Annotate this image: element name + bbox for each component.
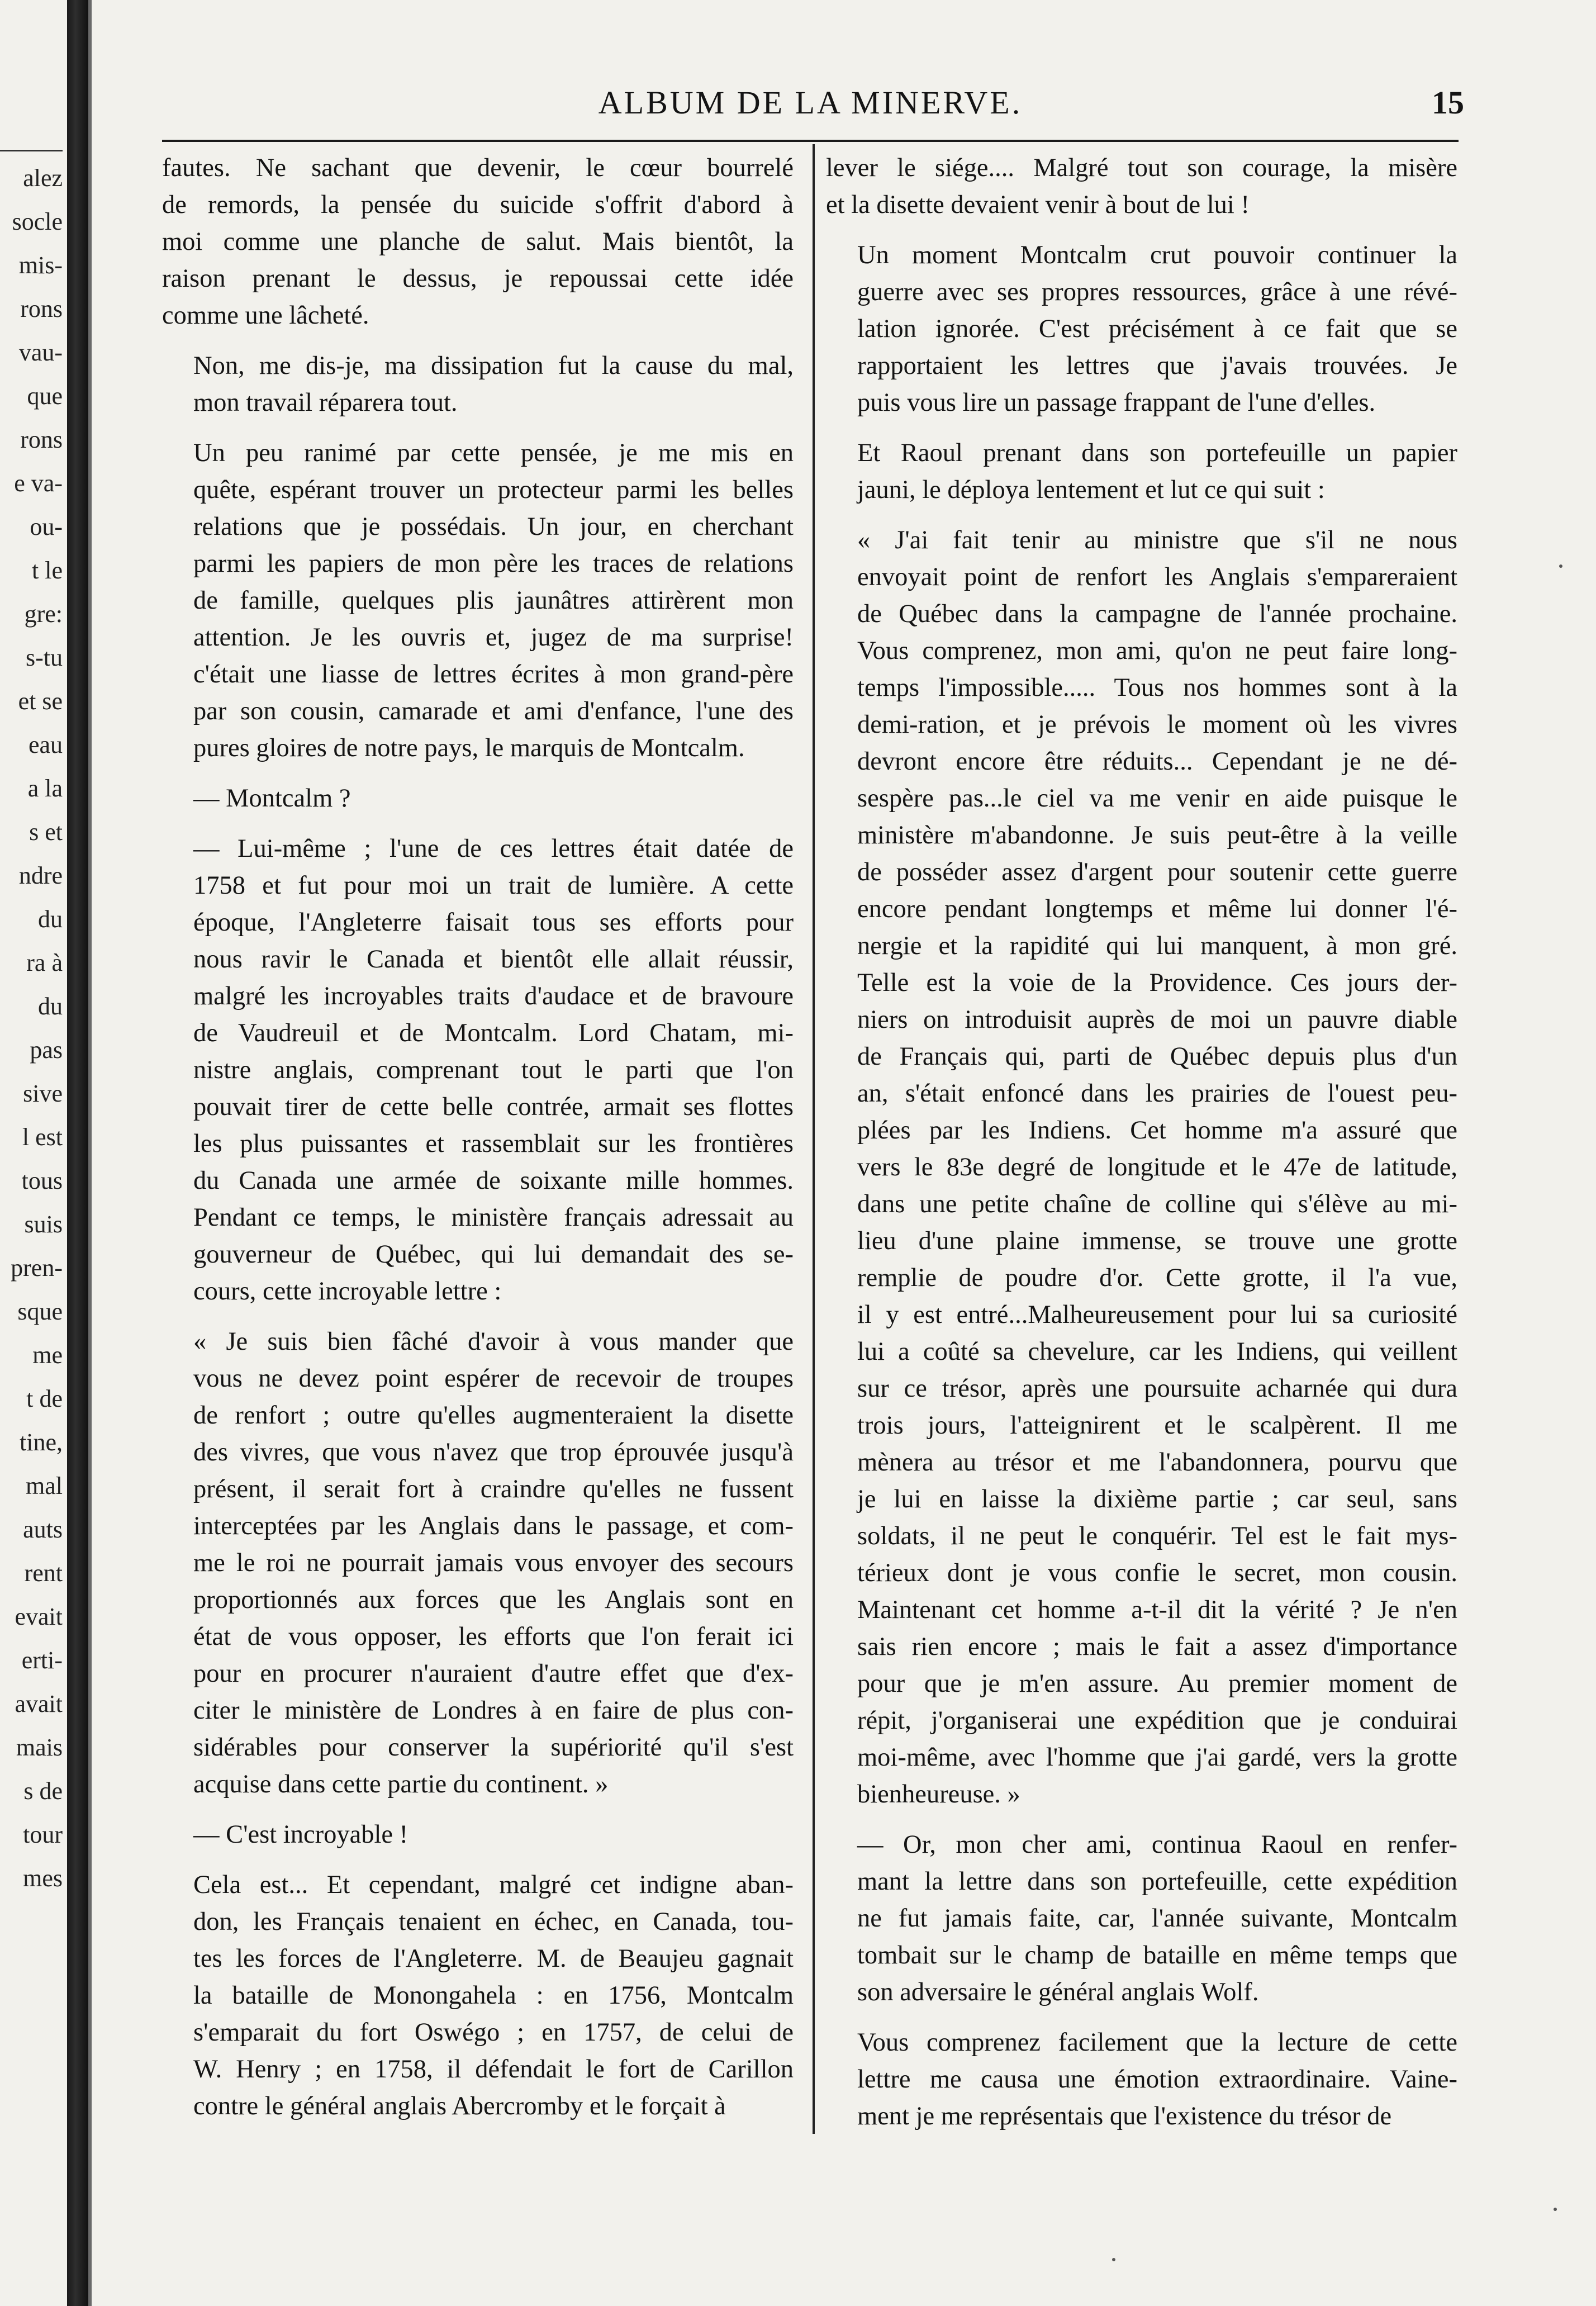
adjacent-page-fragment: ou- — [30, 513, 63, 540]
text-line: dans une petite chaîne de colline qui s'élève au mi- — [857, 1190, 1457, 1218]
running-header — [162, 84, 1464, 134]
paragraph — [162, 1323, 794, 1803]
text-line: de Français qui, parti de Québec depuis plus d'un — [857, 1042, 1457, 1071]
paragraph — [162, 780, 794, 817]
text-line: 1758 et fut pour moi un trait de lumière. A cette — [193, 871, 794, 900]
text-line: la bataille de Monongahela : en 1756, Montcalm — [193, 1981, 794, 2010]
adjacent-page-fragment: l est — [22, 1123, 63, 1151]
text-line: plées par les Indiens. Cet homme m'a assuré que — [857, 1116, 1457, 1145]
column-divider — [813, 144, 815, 2134]
paragraph — [826, 435, 1457, 509]
paragraph — [826, 150, 1457, 224]
text-line: comme une lâcheté. — [162, 301, 369, 330]
paragraph — [826, 237, 1457, 421]
book-spine-shadow — [67, 0, 88, 2306]
adjacent-page-fragment: evait — [15, 1603, 63, 1630]
text-line: mant la lettre dans son portefeuille, cette expédition — [857, 1867, 1457, 1896]
text-line: interceptées par les Anglais dans le passage, et com- — [193, 1512, 794, 1540]
adjacent-page-fragment: auts — [23, 1516, 63, 1543]
text-line: sidérables pour conserver la supériorité qu'il s'est — [193, 1733, 794, 1762]
text-line: malgré les incroyables traits d'audace et de bravoure — [193, 982, 794, 1010]
text-line: Non, me dis-je, ma dissipation fut la cause du mal, — [193, 352, 794, 380]
text-line: envoyait point de renfort les Anglais s'empareraient — [857, 563, 1457, 591]
text-line: vous ne devez point espérer de recevoir de troupes — [193, 1364, 794, 1393]
text-line: ministère m'abandonne. Je suis peut-être à la veille — [857, 821, 1457, 850]
text-line: gouverneur de Québec, qui lui demandait des se- — [193, 1240, 794, 1269]
text-line: de posséder assez d'argent pour soutenir cette guerre — [857, 858, 1457, 886]
text-line: lieu d'une plaine immense, se trouve une grotte — [857, 1227, 1457, 1255]
text-line: proportionnés aux forces que les Anglais sont en — [193, 1586, 794, 1614]
text-line: don, les Français tenaient en échec, en Canada, tou- — [193, 1908, 794, 1936]
text-line: de famille, quelques plis jaunâtres attirèrent mon — [193, 586, 794, 615]
text-line: trois jours, l'atteignirent et le scalpèrent. Il me — [857, 1411, 1457, 1440]
text-line: par son cousin, camarade et ami d'enfance, l'une des — [193, 697, 794, 725]
paragraph — [826, 2024, 1457, 2135]
text-line: — Lui-même ; l'une de ces lettres était datée de — [193, 834, 794, 863]
text-line: moi comme une planche de salut. Mais bientôt, la — [162, 227, 794, 256]
text-line: bienheureuse. » — [857, 1780, 1020, 1809]
text-line: moi-même, avec l'homme que j'ai gardé, vers la grotte — [857, 1743, 1457, 1772]
text-line: s'emparait du fort Oswégo ; en 1757, de celui de — [193, 2018, 794, 2047]
text-line: encore pendant longtemps et même lui donner l'é- — [857, 895, 1457, 923]
text-line: puis vous lire un passage frappant de l'une d'elles. — [857, 388, 1376, 417]
adjacent-page-fragment: tous — [21, 1167, 63, 1194]
paragraph — [162, 1816, 794, 1853]
text-line: soldats, il ne peut le conquérir. Tel est le fait mys- — [857, 1522, 1457, 1550]
adjacent-page-fragment: mais — [16, 1734, 63, 1761]
adjacent-page-fragment: s et — [29, 818, 63, 846]
text-line: rapportaient les lettres que j'avais trouvées. Je — [857, 352, 1457, 380]
paper-speck — [1559, 564, 1562, 568]
text-line: Un moment Montcalm crut pouvoir continuer la — [857, 241, 1457, 269]
paragraph — [162, 150, 794, 334]
text-line: relations que je possédais. Un jour, en cherchant — [193, 513, 794, 541]
page-number: 15 — [1432, 84, 1464, 121]
paragraph — [826, 1826, 1457, 2011]
text-line: c'était une liasse de lettres écrites à mon grand-père — [193, 660, 794, 689]
header-rule — [162, 140, 1459, 142]
text-line: — Or, mon cher ami, continua Raoul en renfer- — [857, 1830, 1457, 1859]
adjacent-page-fragment: gre: — [24, 600, 63, 628]
text-line: sespère pas...le ciel va me venir en aide puisque le — [857, 784, 1457, 813]
text-line: « J'ai fait tenir au ministre que s'il ne nous — [857, 526, 1457, 554]
paper-speck — [1112, 2258, 1115, 2261]
left-column — [162, 150, 794, 2125]
adjacent-page-fragment: pas — [30, 1036, 63, 1064]
paragraph — [826, 522, 1457, 1813]
adjacent-page-fragment: ra à — [26, 949, 63, 976]
paragraph — [162, 1867, 794, 2125]
adjacent-page-fragment: du — [38, 993, 63, 1020]
adjacent-page-fragment: du — [38, 905, 63, 933]
text-line: — C'est incroyable ! — [193, 1820, 408, 1849]
text-line: de Vaudreuil et de Montcalm. Lord Chatam, mi- — [193, 1019, 794, 1047]
text-line: Et Raoul prenant dans son portefeuille un papier — [857, 439, 1457, 467]
text-line: je lui en laisse la dixième partie ; car seul, sans — [857, 1485, 1457, 1513]
text-line: temps l'impossible..... Tous nos hommes sont à la — [857, 673, 1457, 702]
spine-edge — [88, 0, 92, 2306]
adjacent-page-fragment: suis — [24, 1211, 63, 1238]
adjacent-page-rule — [0, 150, 63, 151]
text-line: époque, l'Angleterre faisait tous ses efforts pour — [193, 908, 794, 937]
text-line: ne fut jamais faite, car, l'année suivante, Montcalm — [857, 1904, 1457, 1933]
text-line: il y est entré...Malheureusement pour lui sa curiosité — [857, 1301, 1457, 1329]
text-line: nous ravir le Canada et bientôt elle allait réussir, — [193, 945, 794, 974]
text-line: lettre me causa une émotion extraordinaire. Vaine- — [857, 2065, 1457, 2094]
running-title: ALBUM DE LA MINERVE. — [598, 84, 1023, 121]
adjacent-page-fragment: tour — [23, 1821, 63, 1848]
text-line: parmi les papiers de mon père les traces de relations — [193, 549, 794, 578]
text-line: Vous comprenez facilement que la lecture de cette — [857, 2028, 1457, 2057]
text-line: tombait sur le champ de bataille en même temps que — [857, 1941, 1457, 1970]
adjacent-page-fragment: que — [27, 382, 63, 410]
text-line: pour que je m'en assure. Au premier moment de — [857, 1669, 1457, 1698]
text-line: Telle est la voie de la Providence. Ces jours der- — [857, 969, 1457, 997]
adjacent-page-fragment: a la — [27, 775, 63, 802]
text-line: des vivres, que vous n'avez que trop éprouvée jusqu'à — [193, 1438, 794, 1467]
text-line: mènera au trésor et me l'abandonnera, pourvu que — [857, 1448, 1457, 1477]
adjacent-page-fragment: t le — [32, 557, 63, 584]
right-column — [826, 150, 1457, 2135]
text-line: de remords, la pensée du suicide s'offrit d'abord à — [162, 191, 794, 219]
text-line: — Montcalm ? — [193, 784, 351, 813]
text-line: « Je suis bien fâché d'avoir à vous mander que — [193, 1327, 794, 1356]
adjacent-page-fragment: t de — [26, 1385, 63, 1412]
text-line: du Canada une armée de soixante mille hommes. — [193, 1166, 794, 1195]
text-line: pouvait tirer de cette belle contrée, armait ses flottes — [193, 1093, 794, 1121]
text-line: me le roi ne pourrait jamais vous envoyer des secours — [193, 1549, 794, 1577]
adjacent-page-fragment: tine, — [20, 1429, 63, 1456]
adjacent-page-fragment: mis- — [18, 252, 63, 279]
text-line: quête, espérant trouver un protecteur parmi les belles — [193, 476, 794, 504]
adjacent-page-fragment: rons — [20, 426, 63, 453]
paper-speck — [1554, 2208, 1557, 2211]
text-line: fautes. Ne sachant que devenir, le cœur bourrelé — [162, 154, 794, 182]
text-line: pures gloires de notre pays, le marquis de Montcalm. — [193, 734, 745, 762]
text-line: et la disette devaient venir à bout de lui ! — [826, 191, 1250, 219]
text-line: niers on introduisit auprès de moi un pauvre diable — [857, 1005, 1457, 1034]
text-line: ment je me représentais que l'existence du trésor de — [857, 2102, 1392, 2131]
adjacent-page-fragment: sque — [17, 1298, 63, 1325]
text-line: Maintenant cet homme a-t-il dit la vérité ? Je n'en — [857, 1596, 1457, 1624]
text-line: lation ignorée. C'est précisément à ce fait que se — [857, 315, 1457, 343]
text-line: sur ce trésor, après une poursuite acharnée qui dura — [857, 1374, 1457, 1403]
adjacent-page-fragment: e va- — [14, 469, 63, 497]
text-line: Pendant ce temps, le ministère français adressait au — [193, 1203, 794, 1232]
text-line: vers le 83e degré de longitude et le 47e de latitude, — [857, 1153, 1457, 1182]
text-line: Cela est... Et cependant, malgré cet indigne aban- — [193, 1871, 794, 1899]
text-line: demi-ration, et je prévois le moment où les vivres — [857, 710, 1457, 739]
adjacent-page-fragment: et se — [18, 687, 63, 715]
adjacent-page-fragment: erti- — [21, 1647, 63, 1674]
text-line: de Québec dans la campagne de l'année prochaine. — [857, 600, 1457, 628]
adjacent-page-fragment: sive — [23, 1080, 63, 1107]
text-line: remplie de poudre d'or. Cette grotte, il l'a vue, — [857, 1264, 1457, 1292]
text-line: de renfort ; outre qu'elles augmenteraient la disette — [193, 1401, 794, 1430]
text-line: sais rien encore ; mais le fait a assez d'importance — [857, 1633, 1457, 1661]
text-line: Vous comprenez, mon ami, qu'on ne peut faire long- — [857, 637, 1457, 665]
text-line: tes les forces de l'Angleterre. M. de Beaujeu gagnait — [193, 1944, 794, 1973]
adjacent-page-fragment: pren- — [11, 1254, 63, 1282]
adjacent-page-fragment: vau- — [18, 339, 63, 366]
text-line: contre le général anglais Abercromby et le forçait à — [193, 2092, 726, 2120]
adjacent-page-fragment: s de — [23, 1777, 63, 1805]
adjacent-page-fragment: ndre — [18, 862, 63, 889]
text-line: pour en procurer n'auraient d'autre effet que d'ex- — [193, 1659, 794, 1688]
text-line: lever le siége.... Malgré tout son courage, la misère — [826, 154, 1457, 182]
text-line: lui a coûté sa chevelure, car les Indiens, qui veillent — [857, 1337, 1457, 1366]
paragraph — [162, 348, 794, 421]
text-line: guerre avec ses propres ressources, grâce à une révé- — [857, 278, 1457, 306]
text-line: acquise dans cette partie du continent. » — [193, 1770, 609, 1799]
text-line: cours, cette incroyable lettre : — [193, 1277, 502, 1306]
adjacent-page-fragment: me — [32, 1341, 63, 1369]
adjacent-page-fragment: avait — [15, 1690, 63, 1717]
text-line: mon travail réparera tout. — [193, 388, 458, 417]
text-line: raison prenant le dessus, je repoussai cette idée — [162, 264, 794, 293]
text-line: devront encore être réduits... Cependant je ne dé- — [857, 747, 1457, 776]
text-line: Un peu ranimé par cette pensée, je me mis en — [193, 439, 794, 467]
adjacent-page-fragment: rons — [20, 295, 63, 322]
text-line: nergie et la rapidité qui lui manquent, à mon gré. — [857, 932, 1457, 960]
adjacent-page-fragment: rent — [24, 1559, 63, 1587]
adjacent-page-text — [0, 156, 63, 1900]
text-line: citer le ministère de Londres à en faire de plus con- — [193, 1696, 794, 1725]
text-line: an, s'était enfoncé dans les prairies de l'ouest peu- — [857, 1079, 1457, 1108]
text-line: état de vous opposer, les efforts que l'on ferait ici — [193, 1622, 794, 1651]
text-line: térieux dont je vous confie le secret, mon cousin. — [857, 1559, 1457, 1587]
text-line: répit, j'organiserai une expédition que je conduirai — [857, 1706, 1457, 1735]
adjacent-page-fragment: mal — [26, 1472, 63, 1500]
text-line: son adversaire le général anglais Wolf. — [857, 1978, 1259, 2006]
adjacent-page-fragment: s-tu — [26, 644, 63, 671]
adjacent-page-fragment: mes — [23, 1864, 63, 1892]
text-line: W. Henry ; en 1758, il défendait le fort de Carillon — [193, 2055, 794, 2084]
text-line: attention. Je les ouvris et, jugez de ma surprise! — [193, 623, 794, 652]
text-line: jauni, le déploya lentement et lut ce qui suit : — [857, 476, 1325, 504]
text-line: les plus puissantes et rassemblait sur les frontières — [193, 1130, 794, 1158]
adjacent-page-fragment: socle — [12, 208, 63, 235]
text-line: présent, il serait fort à craindre qu'elles ne fussent — [193, 1475, 794, 1503]
paragraph — [162, 435, 794, 767]
paragraph — [162, 831, 794, 1310]
adjacent-page-fragment: eau — [28, 731, 63, 758]
adjacent-page-fragment: alez — [23, 164, 63, 192]
text-line: nistre anglais, comprenant tout le parti que l'on — [193, 1056, 794, 1084]
